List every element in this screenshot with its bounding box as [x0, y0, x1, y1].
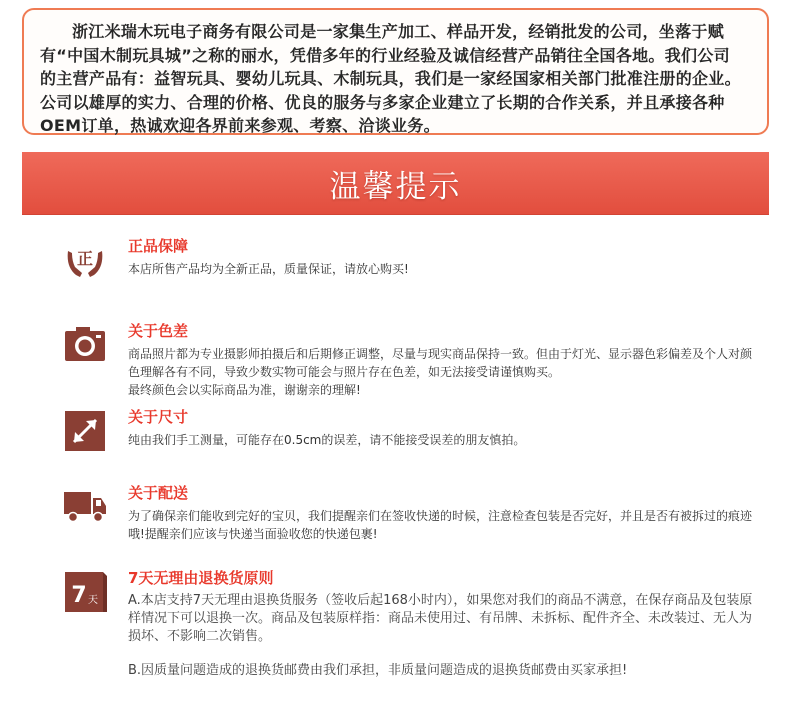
svg-text:天: 天	[88, 595, 98, 606]
section-size	[62, 408, 762, 458]
section-body-returns-b: B.因质量问题造成的退换货邮费由我们承担，非质量问题造成的退换货邮费由买家承担!	[128, 663, 628, 678]
svg-text:正: 正	[76, 249, 94, 268]
truck-icon	[62, 484, 108, 530]
section-title-authentic: 正品保障	[128, 237, 189, 255]
section-title-color: 关于色差	[128, 322, 189, 340]
section-body-color-1: 商品照片都为专业摄影师拍摄后和后期修正调整，尽量与现实商品保持一致。但由于灯光、显示器色彩偏差及个人对颜色理解各有不同，导致少数实物可能会与照片存在色差，如无法接受请谨慎购买。	[128, 347, 753, 379]
section-body-delivery: 为了确保亲们能收到完好的宝贝，我们提醒亲们在签收快递的时候，注意检查包装是否完好，并且是否有被拆过的痕迹哦!提醒亲们应该与快递当面验收您的快递包裹!	[128, 509, 753, 541]
section-returns	[62, 569, 762, 689]
resize-arrow-icon	[62, 408, 108, 454]
company-intro-box	[22, 8, 769, 135]
section-title-size: 关于尺寸	[128, 408, 189, 426]
section-body-authentic: 本店所售产品均为全新正品，质量保证，请放心购买!	[128, 262, 409, 276]
svg-text:7: 7	[71, 583, 87, 608]
seven-day-calendar-icon	[62, 569, 108, 615]
section-body-size: 纯由我们手工测量，可能存在0.5cm的误差，请不能接受误差的朋友慎拍。	[128, 433, 526, 447]
camera-icon	[62, 322, 108, 368]
company-intro-text: 浙江米瑞木玩电子商务有限公司是一家集生产加工、样品开发，经销批发的公司，坐落于赋有“中国木制玩具城”之称的丽水，凭借多年的行业经验及诚信经营产品销往全国各地。我们公司 的主营产品有：益智玩具、婴幼儿玩具、木制玩具，我们是一家经国家相关部门批准注册的企业。公司以雄厚的实力、合理的价格、优良的服务与多家企业建立了长期的合作关系，并且承接各种OEM订单，热诚欢迎各界前来参观、考察、洽谈业务。	[40, 22, 741, 135]
tips-banner	[22, 152, 769, 214]
section-title-returns: 7天无理由退换货原则	[128, 569, 274, 587]
section-delivery	[62, 484, 762, 544]
section-authentic	[62, 237, 762, 287]
banner-title: 温馨提示	[329, 168, 462, 205]
section-body-returns-a: A.本店支持7天无理由退换货服务（签收后起168小时内），如果您对我们的商品不满意，在保存商品及包装原样情况下可以退换一次。商品及包装原样指：商品未使用过、有吊牌、未拆标、配件齐全、未改装过、无人为损坏、不影响二次销售。	[128, 593, 753, 644]
authentic-hands-icon	[62, 237, 108, 283]
section-title-delivery: 关于配送	[128, 484, 189, 502]
section-color	[62, 322, 762, 397]
section-body-color-2: 最终颜色会以实际商品为准，谢谢亲的理解!	[128, 383, 361, 397]
